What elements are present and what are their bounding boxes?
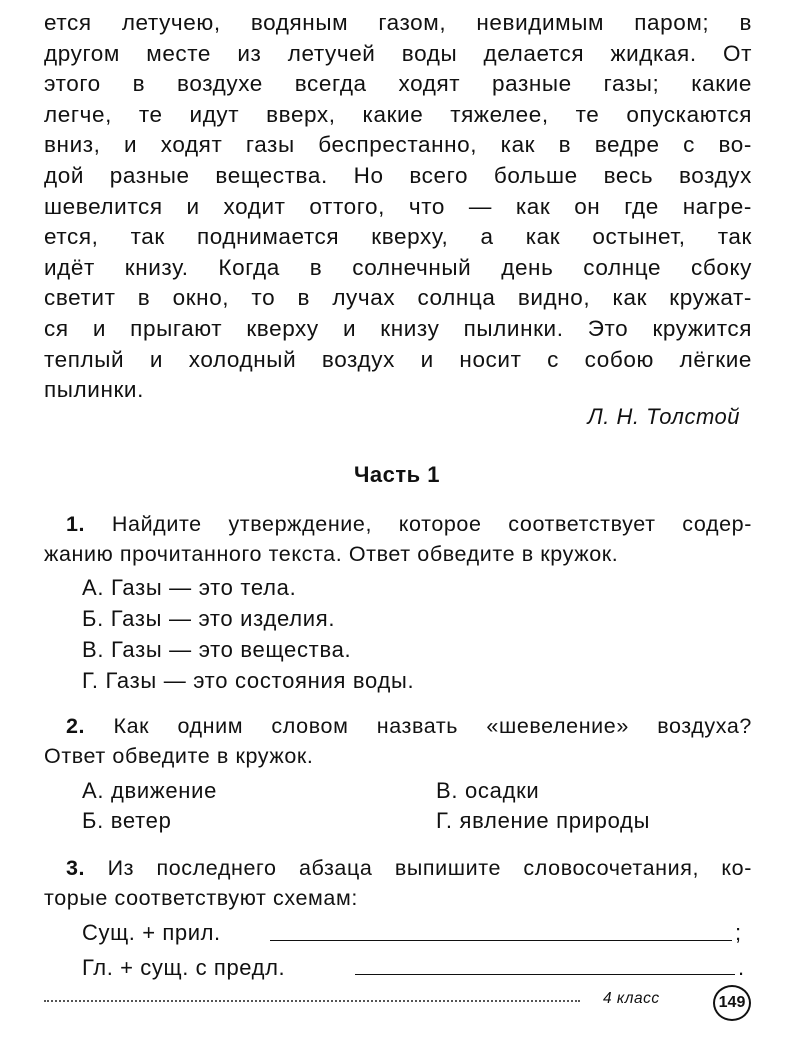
blank-end-punctuation: . (738, 955, 745, 980)
answer-option[interactable]: В. Газы — это вещества. (82, 637, 352, 662)
part-title: Часть 1 (353, 462, 441, 487)
question-3-line-2: торые соответствуют схемам: (44, 886, 358, 910)
page-number-badge: 149 (713, 985, 751, 1021)
passage-line: вниз, и ходят газы беспрестанно, как в ведре с во- (44, 132, 752, 158)
question-number: 2. (66, 714, 86, 738)
blank-label: Гл. + сущ. с предл. (82, 955, 286, 980)
answer-option[interactable]: Г. явление природы (436, 808, 651, 833)
question-text: Найдите утверждение, которое соответствует содер- (111, 512, 752, 536)
blank-end-punctuation: ; (735, 920, 742, 945)
answer-option[interactable]: А. Газы — это тела. (82, 575, 297, 600)
passage-line: этого в воздухе всегда ходят разные газы; какие (44, 71, 752, 97)
answer-option[interactable]: В. осадки (436, 778, 540, 803)
question-2-line-2: Ответ обведите в кружок. (44, 744, 314, 768)
question-text: Из последнего абзаца выпишите словосочетания, ко- (107, 856, 753, 880)
passage-line: светит в окно, то в лучах солнца видно, как кружат- (44, 285, 752, 311)
question-1-line-2: жанию прочитанного текста. Ответ обведите в кружок. (44, 542, 619, 566)
reading-passage (44, 8, 752, 406)
passage-line: легче, те идут вверх, какие тяжелее, те опускаются (44, 101, 752, 127)
question-1-line-1 (66, 512, 752, 537)
grade-label: 4 класс (603, 990, 660, 1007)
passage-line: другом месте из летучей воды делается жидкая. От (44, 40, 752, 66)
passage-line: теплый и холодный воздух и носит с собою лёгкие (44, 346, 752, 372)
answer-blank-line[interactable] (355, 974, 735, 975)
footer-divider (44, 1000, 580, 1002)
passage-line: ся и прыгают кверху и книзу пылинки. Это кружится (44, 315, 752, 341)
passage-line: идёт книзу. Когда в солнечный день солнце сбоку (44, 254, 752, 280)
answer-option[interactable]: А. движение (82, 778, 218, 803)
passage-line: шевелится и ходит оттого, что — как он где нагре- (44, 193, 752, 219)
passage-line: ется, так поднимается кверху, а как остынет, так (44, 224, 752, 250)
passage-line: пылинки. (44, 377, 144, 403)
blank-label: Сущ. + прил. (82, 920, 221, 945)
answer-option[interactable]: Б. Газы — это изделия. (82, 606, 336, 631)
answer-blank-line[interactable] (270, 940, 732, 941)
answer-option[interactable]: Б. ветер (82, 808, 172, 833)
passage-line: ется летучею, водяным газом, невидимым паром; в (44, 10, 752, 35)
answer-option[interactable]: Г. Газы — это состояния воды. (82, 668, 415, 693)
question-3-line-1 (66, 856, 752, 881)
passage-line: дой разные вещества. Но всего больше весь воздух (44, 162, 752, 188)
question-number: 3. (66, 856, 86, 880)
question-text: Как одним словом назвать «шевеление» воздуха? (113, 714, 752, 738)
question-2-line-1 (66, 714, 752, 739)
passage-author: Л. Н. Толстой (587, 404, 740, 429)
question-number: 1. (66, 512, 86, 536)
